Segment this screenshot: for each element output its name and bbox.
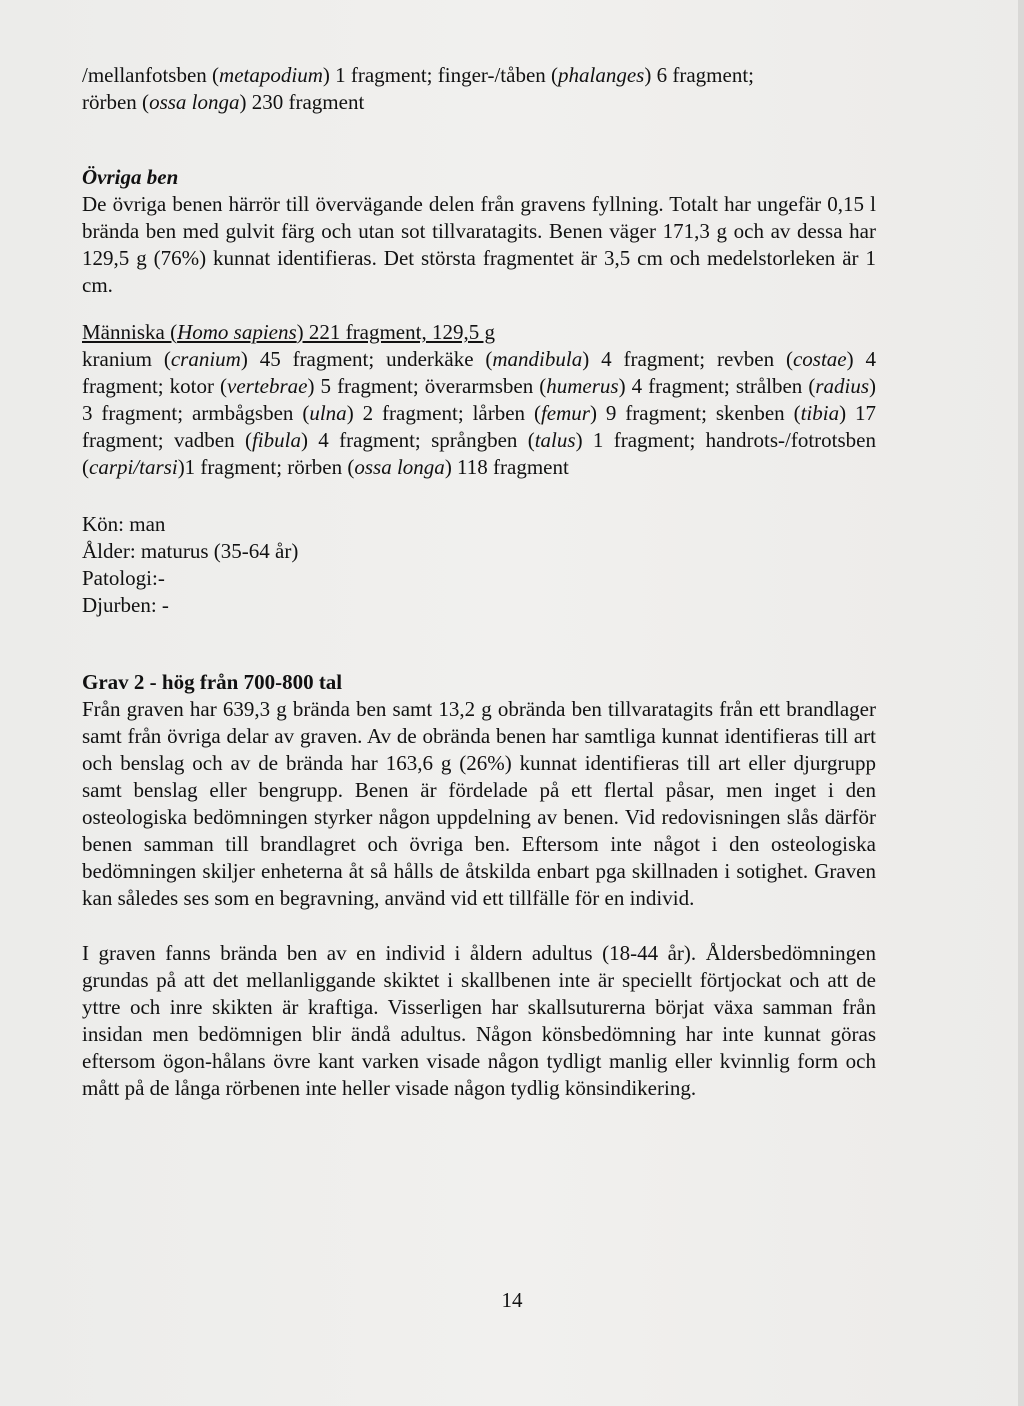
animal-bones-field: Djurben: -	[82, 593, 169, 617]
spacer	[82, 619, 876, 669]
text-run: ) 1 fragment; finger-/tåben (	[322, 63, 559, 87]
latin-term: metapodium	[219, 63, 323, 87]
text-run: ) 4 fragment; kotor (	[82, 347, 876, 398]
text-run: ) 3 fragment; armbågsben (	[82, 374, 877, 425]
age-field: Ålder: maturus (35-64 år)	[82, 539, 299, 563]
latin-term: ossa longa	[354, 455, 445, 479]
latin-term: radius	[815, 374, 870, 398]
latin-term: talus	[534, 428, 576, 452]
text-run: ) 6 fragment;	[644, 63, 754, 87]
text-run: ) 4 fragment; språngben (	[300, 428, 535, 452]
text-run: ) 230 fragment	[239, 90, 365, 114]
latin-term: costae	[792, 347, 847, 371]
text-run: ) 4 fragment; revben (	[582, 347, 793, 371]
text-run: Människa (	[82, 320, 178, 344]
section-heading-grav-2: Grav 2 - hög från 700-800 tal	[82, 670, 343, 694]
latin-term: tibia	[800, 401, 840, 425]
latin-term: ulna	[309, 401, 347, 425]
text-run: ) 5 fragment; överarmsben (	[307, 374, 547, 398]
spacer	[82, 299, 876, 319]
text-run: ) 118 fragment	[444, 455, 569, 479]
species-title-human	[82, 319, 876, 346]
latin-term: ossa longa	[149, 90, 240, 114]
pathology-field: Patologi:-	[82, 566, 165, 590]
latin-term: humerus	[546, 374, 619, 398]
grav-2-paragraph-2: I graven fanns brända ben av en individ i åldern adultus (18-44 år). Åldersbedömningen grundas på att det mellanliggande skiktet i skallbenen inte är speciellt förtjockat och att de yttre och inre skikten är kraftiga. Visserligen har skallsuturerna börjat växa samman från insidan men bedömnigen blir ändå adultus. Någon könsbedömning har inte kunnat göras eftersom ögon-hålans övre kant varken visade någon tydligt manlig eller kvinnlig form och mått på de långa rörbenen inte heller visade någon tydlig könsindikering.	[82, 941, 876, 1100]
grav-2-paragraph-1: Från graven har 639,3 g brända ben samt 13,2 g obrända ben tillvaratagits från ett brandlager samt från övriga delar av graven. Av de obrända benen har samtliga kunnat identifieras till art och benslag och av de brända har 163,6 g (26%) kunnat identifieras till art eller djurgrupp samt benslag eller bengrupp. Benen är fördelade på ett flertal påsar, men inget i den osteologiska bedömningen styrker någon uppdelning av benen. Vid redovisningen slås därför benen samman till brandlagret och övriga ben. Eftersom inte något i den osteologiska bedömningen skiljer enheterna åt så hålls de åtskilda enbart pga skillnaden i sotighet. Graven kan således ses som en begravning, använd vid ett tillfälle för en individ.	[82, 697, 876, 910]
page-number: 14	[501, 1288, 523, 1312]
text-run: )1 fragment; rörben (	[177, 455, 355, 479]
text-run: kranium (	[82, 347, 171, 371]
latin-term: vertebrae	[227, 374, 308, 398]
text-run: ) 1 fragment; handrots-/fotrotsben (	[82, 428, 876, 479]
latin-term: Homo sapiens	[177, 320, 297, 344]
latin-term: fibula	[251, 428, 301, 452]
spacer	[82, 481, 876, 511]
text-run: ) 45 fragment; underkäke (	[240, 347, 493, 371]
text-run: /mellanfotsben (	[82, 63, 220, 87]
spacer	[82, 116, 876, 164]
spacer	[82, 912, 876, 940]
text-run: ) 9 fragment; skenben (	[589, 401, 801, 425]
human-bone-list	[82, 346, 876, 481]
page-edge-shadow	[1018, 0, 1024, 1406]
text-run: ) 4 fragment; strålben (	[618, 374, 816, 398]
ovriga-ben-paragraph: De övriga benen härrör till övervägande delen från gravens fyllning. Totalt har ungefär 0,15 l brända ben med gulvit färg och utan sot tillvaratagits. Benen väger 171,3 g och av dessa har 129,5 g (76%) kunnat identifieras. Det största fragmentet är 3,5 cm och medelstorleken är 1 cm.	[82, 192, 876, 297]
latin-term: cranium	[170, 347, 241, 371]
fragment-list-continuation	[82, 62, 876, 116]
text-run: ) 2 fragment; lårben (	[346, 401, 541, 425]
latin-term: phalanges	[558, 63, 645, 87]
latin-term: femur	[540, 401, 590, 425]
sex-field: Kön: man	[82, 512, 166, 536]
text-run: rörben (	[82, 90, 150, 114]
text-run: ) 17 fragment; vadben (	[82, 401, 876, 452]
text-run: ) 221 fragment, 129,5 g	[296, 320, 495, 344]
latin-term: mandibula	[492, 347, 583, 371]
section-heading-ovriga-ben: Övriga ben	[82, 165, 179, 189]
latin-term: carpi/tarsi	[89, 455, 178, 479]
document-body	[82, 62, 876, 1102]
